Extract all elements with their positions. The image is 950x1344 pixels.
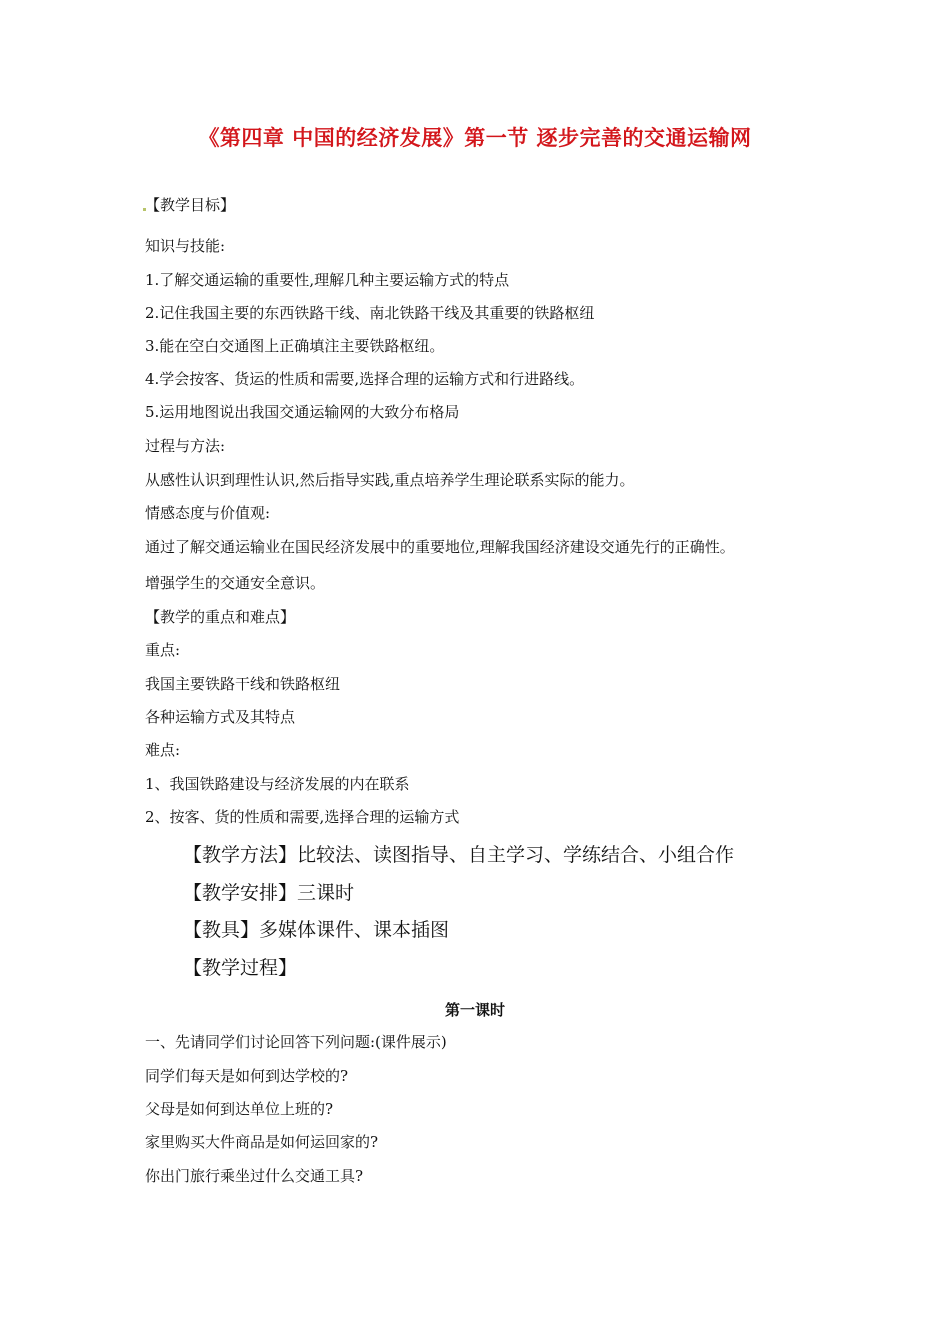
difficult-points-label: 难点: xyxy=(145,741,181,759)
document-title: 《第四章 中国的经济发展》第一节 逐步完善的交通运输网 xyxy=(198,126,752,150)
teaching-process-heading: 【教学过程】 xyxy=(183,957,298,979)
goal-item-5: 5.运用地图说出我国交通运输网的大致分布格局 xyxy=(145,403,460,421)
key-point-2: 各种运输方式及其特点 xyxy=(145,708,296,726)
safety-awareness-text: 增强学生的交通安全意识。 xyxy=(145,574,326,592)
teaching-schedule: 【教学安排】三课时 xyxy=(183,882,355,904)
goal-item-2: 2.记住我国主要的东西铁路干线、南北铁路干线及其重要的铁路枢纽 xyxy=(145,304,595,322)
process-method-label: 过程与方法: xyxy=(145,437,226,455)
key-points-label: 重点: xyxy=(145,641,181,659)
key-difficult-heading: 【教学的重点和难点】 xyxy=(145,608,296,626)
goal-item-4: 4.学会按客、货运的性质和需要,选择合理的运输方式和行进路线。 xyxy=(145,370,585,388)
discussion-intro: 一、先请同学们讨论回答下列问题:(课件展示) xyxy=(145,1033,447,1051)
key-point-1: 我国主要铁路干线和铁路枢纽 xyxy=(145,675,341,693)
difficult-point-2: 2、按客、货的性质和需要,选择合理的运输方式 xyxy=(145,808,460,826)
teaching-methods: 【教学方法】比较法、读图指导、自主学习、学练结合、小组合作 xyxy=(183,844,735,866)
lesson-title: 第一课时 xyxy=(444,1001,505,1019)
process-method-text: 从感性认识到理性认识,然后指导实践,重点培养学生理论联系实际的能力。 xyxy=(145,471,635,489)
attitude-values-text: 通过了解交通运输业在国民经济发展中的重要地位,理解我国经济建设交通先行的正确性。 xyxy=(145,538,735,556)
knowledge-skills-label: 知识与技能: xyxy=(145,237,226,255)
attitude-values-label: 情感态度与价值观: xyxy=(145,504,271,522)
goal-item-3: 3.能在空白交通图上正确填注主要铁路枢纽。 xyxy=(145,337,445,355)
discussion-question-4: 你出门旅行乘坐过什么交通工具? xyxy=(145,1167,364,1185)
discussion-question-1: 同学们每天是如何到达学校的? xyxy=(145,1067,349,1085)
teaching-aids: 【教具】多媒体课件、课本插图 xyxy=(183,919,450,941)
difficult-point-1: 1、我国铁路建设与经济发展的内在联系 xyxy=(145,775,410,793)
discussion-question-2: 父母是如何到达单位上班的? xyxy=(145,1100,334,1118)
teaching-goals-heading: 【教学目标】 xyxy=(145,196,236,214)
goal-item-1: 1.了解交通运输的重要性,理解几种主要运输方式的特点 xyxy=(145,271,510,289)
discussion-question-3: 家里购买大件商品是如何运回家的? xyxy=(145,1133,379,1151)
